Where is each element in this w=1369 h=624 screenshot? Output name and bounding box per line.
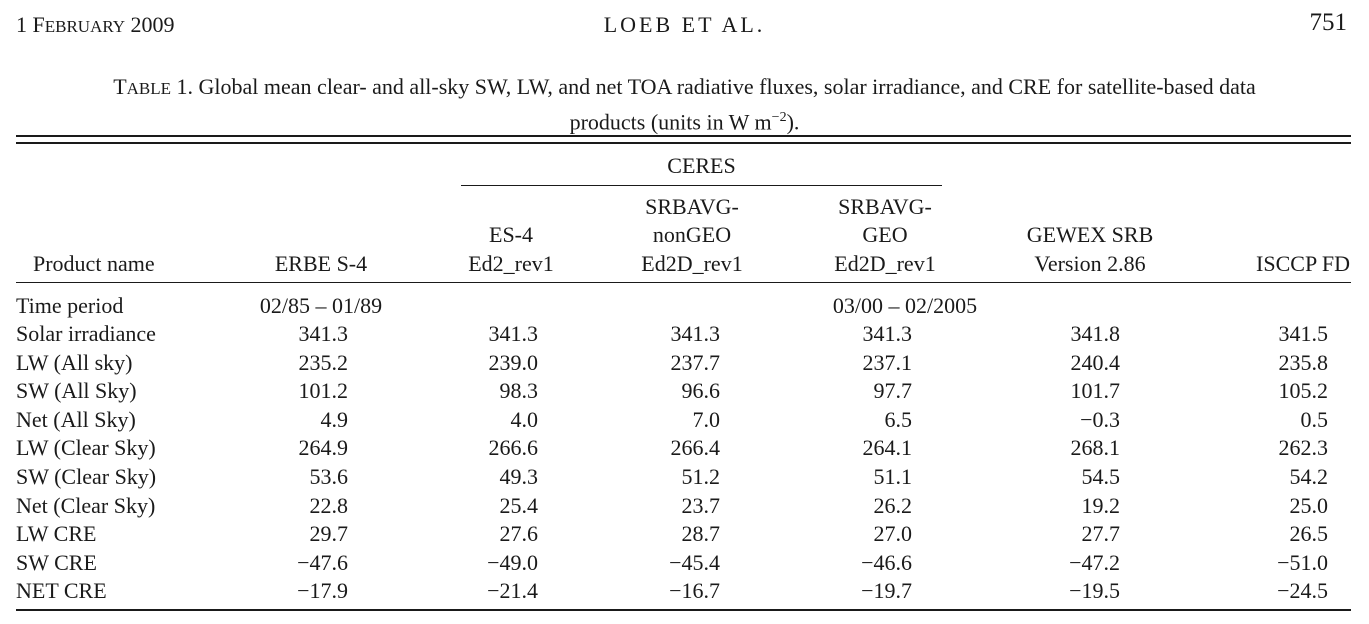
- column-header-isccp: ISCCP FD: [1256, 251, 1350, 276]
- table-cell: −16.7: [669, 578, 720, 604]
- table-cell: 51.2: [681, 464, 720, 489]
- table-cell: 341.5: [1278, 321, 1328, 346]
- table-cell: 262.3: [1278, 435, 1328, 461]
- table-cell: 25.4: [499, 492, 538, 518]
- table-cell: 341.3: [488, 321, 538, 346]
- row-label: SW CRE: [16, 549, 97, 575]
- table-cell: 27.6: [499, 521, 538, 547]
- time-period-label: Time period: [16, 293, 124, 318]
- table-cell: −47.6: [297, 549, 348, 575]
- column-header-erbe: ERBE S-4: [274, 251, 368, 276]
- column-header-es4-line2: Ed2_rev1: [468, 251, 554, 276]
- column-header-srbavg-geo-line1: SRBAVG-: [838, 194, 932, 219]
- ceres-group-rule: [461, 185, 942, 186]
- table-caption: [20, 72, 1349, 136]
- column-header-gewex-line2: Version 2.86: [1034, 251, 1146, 276]
- table-cell: 25.0: [1289, 492, 1328, 518]
- table-cell: 101.7: [1070, 378, 1120, 404]
- table-cell: 239.0: [488, 349, 538, 375]
- caption-line-2: [20, 103, 1349, 136]
- table-cell: 7.0: [692, 406, 720, 432]
- table-cell: 235.2: [298, 349, 348, 375]
- table-cell: 54.5: [1081, 464, 1120, 489]
- page-number: 751: [1309, 9, 1347, 36]
- table-cell: −24.5: [1277, 578, 1328, 604]
- date-prefix: 1 F: [16, 12, 45, 37]
- table-cell: 51.1: [873, 464, 912, 489]
- table-cell: 97.7: [873, 378, 912, 404]
- row-label: LW (All sky): [16, 349, 133, 375]
- table-cell: 96.6: [681, 378, 720, 404]
- row-label: Solar irradiance: [16, 321, 156, 346]
- table-bottom-rule: [16, 609, 1351, 611]
- table-cell: 268.1: [1070, 435, 1120, 461]
- table-cell: 264.1: [862, 435, 912, 461]
- table-cell: 0.5: [1300, 406, 1328, 432]
- caption-text-2-end: ).: [786, 109, 800, 135]
- table-cell: −21.4: [487, 578, 538, 604]
- row-label: SW (Clear Sky): [16, 464, 157, 489]
- table-cell: −0.3: [1080, 406, 1120, 432]
- caption-line-1: [20, 72, 1349, 103]
- table-cell: 19.2: [1081, 492, 1120, 518]
- column-header-srbavg-geo-line2: GEO: [862, 222, 908, 247]
- table-cell: −49.0: [487, 549, 538, 575]
- table-cell: 49.3: [499, 464, 538, 489]
- caption-label-big: T: [113, 74, 127, 99]
- table-cell: 341.3: [670, 321, 720, 346]
- table-cell: 341.3: [862, 321, 912, 346]
- table-cell: −51.0: [1277, 549, 1328, 575]
- table-cell: 23.7: [681, 492, 720, 518]
- table-top-rule-2: [16, 142, 1351, 144]
- table-cell: 235.8: [1278, 349, 1328, 375]
- table-cell: 266.4: [670, 435, 720, 461]
- table-cell: −17.9: [297, 578, 348, 604]
- row-label: NET CRE: [16, 578, 107, 604]
- table-cell: 4.0: [510, 406, 538, 432]
- caption-text-1: Global mean clear- and all-sky SW, LW, and net TOA radiative fluxes, solar irradiance, and CRE for satellite-based data: [198, 74, 1256, 99]
- table-cell: 27.0: [873, 521, 912, 547]
- table-cell: −19.7: [861, 578, 912, 604]
- column-header-product-name: Product name: [33, 251, 155, 276]
- caption-label-small: ABLE: [126, 79, 172, 98]
- column-header-srbavg-nongeo-line2: nonGEO: [652, 222, 732, 247]
- table-cell: 341.8: [1070, 321, 1120, 346]
- table-cell: −47.2: [1069, 549, 1120, 575]
- running-header-authors: LOEB ET AL.: [603, 12, 766, 37]
- table-top-rule-1: [16, 135, 1351, 137]
- table-cell: 237.7: [670, 349, 720, 375]
- table-header-rule: [16, 282, 1351, 283]
- table-cell: 53.6: [309, 464, 348, 489]
- table-cell: 29.7: [309, 521, 348, 547]
- table-cell: 6.5: [884, 406, 912, 432]
- table-cell: −45.4: [669, 549, 720, 575]
- table-cell: 4.9: [320, 406, 348, 432]
- column-header-srbavg-nongeo-line1: SRBAVG-: [645, 194, 739, 219]
- table-cell: 237.1: [862, 349, 912, 375]
- table-cell: 240.4: [1070, 349, 1120, 375]
- row-label: SW (All Sky): [16, 378, 137, 404]
- column-header-srbavg-nongeo-line3: Ed2D_rev1: [641, 251, 743, 276]
- row-label: LW (Clear Sky): [16, 435, 156, 461]
- caption-label-num: 1.: [171, 74, 194, 99]
- table-cell: 54.2: [1289, 464, 1328, 489]
- table-cell: 98.3: [499, 378, 538, 404]
- table-cell: 22.8: [309, 492, 348, 518]
- table-cell: 105.2: [1278, 378, 1328, 404]
- row-label: Net (All Sky): [16, 406, 136, 432]
- row-label: LW CRE: [16, 521, 97, 547]
- table-cell: 26.2: [873, 492, 912, 518]
- ceres-group-header: CERES: [667, 153, 736, 178]
- table-cell: −46.6: [861, 549, 912, 575]
- time-period-erbe: 02/85 – 01/89: [259, 293, 383, 318]
- table-cell: 28.7: [681, 521, 720, 547]
- table-cell: 101.2: [298, 378, 348, 404]
- column-header-gewex-line1: GEWEX SRB: [1026, 222, 1154, 247]
- table-cell: 266.6: [488, 435, 538, 461]
- table-cell: −19.5: [1069, 578, 1120, 604]
- caption-superscript: −2: [771, 110, 787, 125]
- date-smallcaps: EBRUARY: [44, 17, 126, 36]
- caption-text-2: products (units in W m: [569, 109, 772, 135]
- table-cell: 27.7: [1081, 521, 1120, 547]
- row-label: Net (Clear Sky): [16, 492, 156, 518]
- column-header-srbavg-geo-line3: Ed2D_rev1: [834, 251, 936, 276]
- date-suffix: 2009: [125, 12, 175, 37]
- table-cell: 264.9: [298, 435, 348, 461]
- time-period-others: 03/00 – 02/2005: [832, 293, 978, 318]
- table-cell: 26.5: [1289, 521, 1328, 547]
- column-header-es4-line1: ES-4: [489, 222, 533, 247]
- table-cell: 341.3: [298, 321, 348, 346]
